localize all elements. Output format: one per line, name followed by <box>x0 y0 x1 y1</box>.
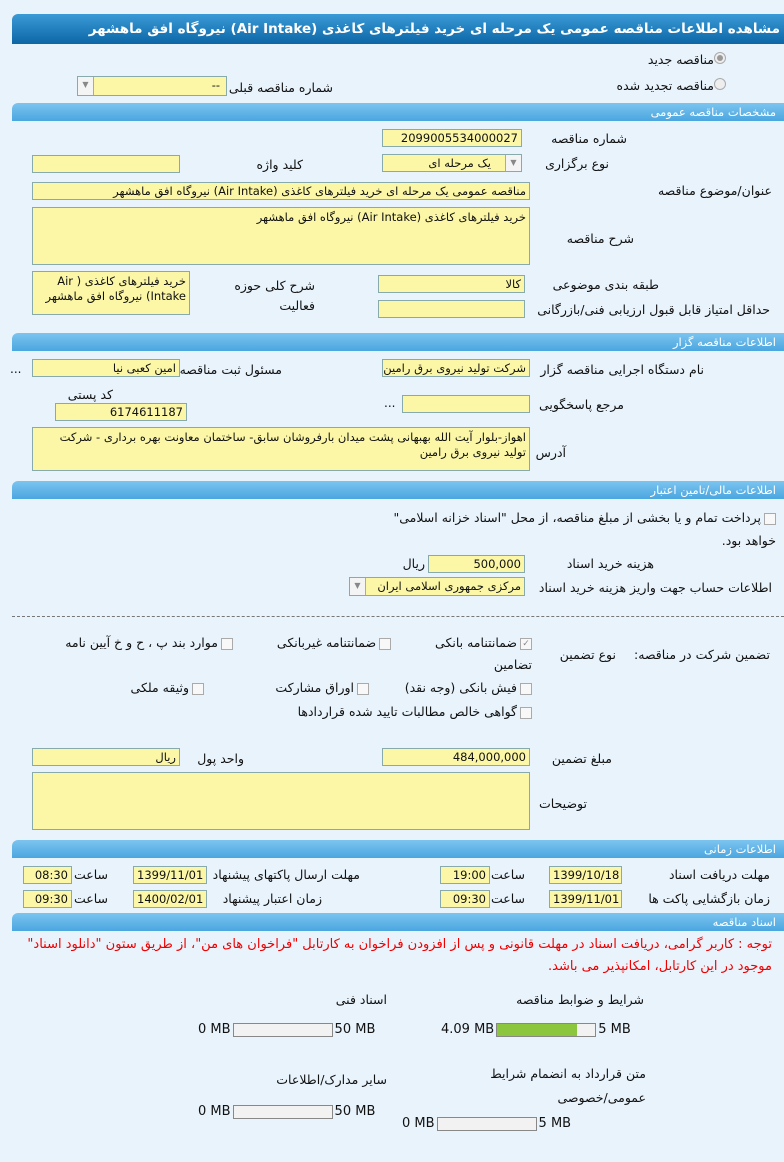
label: مرجع پاسخگویی <box>538 397 624 412</box>
min-score-field[interactable] <box>378 300 525 318</box>
doc-label: شرایط و ضوابط مناقصه <box>516 992 644 1007</box>
label: عنوان/موضوع مناقصه <box>657 183 772 198</box>
label: اطلاعات حساب جهت واریز هزینه خرید اسناد <box>538 580 772 595</box>
notes-field[interactable] <box>32 772 530 830</box>
category-field[interactable]: کالا <box>378 275 525 293</box>
checkbox-icon[interactable] <box>379 638 391 650</box>
valid-time[interactable]: 09:30 <box>23 890 72 908</box>
guarantee-options-row <box>32 632 532 676</box>
label: ساعت <box>490 891 525 906</box>
label: مهلت دریافت اسناد <box>668 867 770 882</box>
doc-receive-time[interactable]: 19:00 <box>440 866 490 884</box>
prev-tender-select[interactable]: -- ▼ <box>77 76 227 96</box>
tender-number-field[interactable]: 2099005534000027 <box>382 129 522 147</box>
option-clauses[interactable]: موارد بند پ ، ح و خ آیین نامه تضامین <box>65 635 532 672</box>
radio-new-tender[interactable]: مناقصه جدید <box>648 52 726 67</box>
chevron-down-icon: ▼ <box>78 77 94 95</box>
radio-icon[interactable] <box>714 52 726 64</box>
label: مبلغ تضمین <box>551 751 612 766</box>
divider <box>12 616 784 617</box>
label: زمان اعتبار پیشنهاد <box>222 891 322 906</box>
label: تضمین شرکت در مناقصه: <box>634 647 770 662</box>
doc-receive-date[interactable]: 1399/10/18 <box>549 866 622 884</box>
section-docs: اسناد مناقصه <box>12 913 784 931</box>
label: واحد پول <box>197 751 244 766</box>
label: ساعت <box>73 867 108 882</box>
radio-icon[interactable] <box>714 78 726 90</box>
label: شماره مناقصه <box>551 131 627 146</box>
label: ریال <box>402 556 425 571</box>
address-field[interactable]: اهواز-بلوار آیت الله بهبهانی پشت میدان بارفروشان سابق- ساختمان معاونت بهره برداری - شرکت تولید نیروی برق رامین <box>32 427 530 471</box>
currency-field[interactable]: ریال <box>32 748 180 766</box>
label: شرح مناقصه <box>566 231 634 246</box>
radio-renewed-tender[interactable]: مناقصه تجدید شده <box>617 78 726 93</box>
label: نوع برگزاری <box>545 156 609 171</box>
keyword-field[interactable] <box>32 155 180 173</box>
checkbox-icon[interactable] <box>764 513 776 525</box>
option-bank-guarantee[interactable]: ✓ضمانتنامه بانکی <box>435 635 532 650</box>
checkbox-icon[interactable]: ✓ <box>520 638 532 650</box>
label: مهلت ارسال پاکتهای پیشنهاد <box>212 867 360 882</box>
label: توضیحات <box>539 796 587 811</box>
responsible-field[interactable]: امین کعبی نیا <box>32 359 180 377</box>
chevron-down-icon: ▼ <box>350 578 366 595</box>
label: مسئول ثبت مناقصه <box>179 362 282 377</box>
submit-date[interactable]: 1399/11/01 <box>133 866 207 884</box>
valid-date[interactable]: 1400/02/01 <box>133 890 207 908</box>
notice-text: توجه : کاربر گرامی، دریافت اسناد در مهلت قانونی و پس از افزودن فراخوان به کارتابل "فراخوان های من"، از طریق ستون "دانلود اسناد" موجود در این کارتابل، امکانپذیر می باشد. <box>27 937 772 974</box>
checkbox-icon[interactable] <box>221 638 233 650</box>
label: ساعت <box>490 867 525 882</box>
reference-field[interactable] <box>402 395 530 413</box>
fee-field[interactable]: 500,000 <box>428 555 525 573</box>
treasury-checkbox[interactable]: پرداخت تمام و یا بخشی از مبلغ مناقصه، از محل "اسناد خزانه اسلامی" خواهد بود. <box>393 510 776 548</box>
label: نام دستگاه اجرایی مناقصه گزار <box>540 362 704 377</box>
label: کد پستی <box>67 387 113 402</box>
section-general: مشخصات مناقصه عمومی <box>12 103 784 121</box>
organization-field[interactable]: شرکت تولید نیروی برق رامین <box>382 359 530 377</box>
doc-size-other: 0 MB 50 MB <box>198 1104 376 1119</box>
doc-label: سایر مدارک/اطلاعات <box>276 1072 387 1087</box>
label: آدرس <box>535 445 566 460</box>
checkbox-icon[interactable] <box>520 707 532 719</box>
doc-size-technical: 0 MB 50 MB <box>198 1022 376 1037</box>
label: شرح کلی حوزه فعالیت <box>234 278 315 313</box>
section-time: اطلاعات زمانی <box>12 840 784 858</box>
doc-size-contract: 0 MB 5 MB <box>402 1116 572 1131</box>
label: ساعت <box>73 891 108 906</box>
option-cash[interactable]: فیش بانکی (وجه نقد) <box>405 680 532 695</box>
more-button[interactable]: ... <box>10 362 22 376</box>
label: هزینه خرید اسناد <box>566 556 654 571</box>
postal-code-field[interactable]: 6174611187 <box>55 403 187 421</box>
doc-label: متن قرارداد به انضمام شرایط عمومی/خصوصی <box>490 1066 646 1105</box>
more-button[interactable]: ... <box>384 396 396 410</box>
label: طبقه بندی موضوعی <box>552 277 659 292</box>
prev-tender-label: شماره مناقصه قبلی <box>228 80 333 95</box>
option-receivables[interactable]: گواهی خالص مطالبات تایید شده قراردادها <box>298 704 532 719</box>
label: کلید واژه <box>256 157 303 172</box>
checkbox-icon[interactable] <box>357 683 369 695</box>
doc-size-conditions: 4.09 MB 5 MB <box>441 1022 631 1037</box>
tender-type-select[interactable]: یک مرحله ای ▼ <box>382 154 522 172</box>
open-date[interactable]: 1399/11/01 <box>549 890 622 908</box>
option-bonds[interactable]: اوراق مشارکت <box>275 680 369 695</box>
label: حداقل امتیاز قابل قبول ارزیابی فنی/بازرگانی <box>537 302 770 317</box>
description-field[interactable]: خرید فیلترهای کاغذی (Air Intake) نیروگاه افق ماهشهر <box>32 207 530 265</box>
activity-scope-field[interactable]: خرید فیلترهای کاغذی ( Air Intake) نیروگاه افق ماهشهر <box>32 271 190 315</box>
account-select[interactable]: مرکزی جمهوری اسلامی ایران ▼ <box>349 577 525 596</box>
label: زمان بازگشایی پاکت ها <box>648 891 770 906</box>
chevron-down-icon: ▼ <box>505 155 521 171</box>
progress-fill <box>497 1024 577 1036</box>
label: نوع تضمین <box>559 647 616 662</box>
option-property[interactable]: وثیقه ملکی <box>131 680 204 695</box>
doc-label: اسناد فنی <box>335 992 387 1007</box>
guarantee-amount-field[interactable]: 484,000,000 <box>382 748 530 766</box>
submit-time[interactable]: 08:30 <box>23 866 72 884</box>
checkbox-icon[interactable] <box>520 683 532 695</box>
option-nonbank-guarantee[interactable]: ضمانتنامه غیربانکی <box>277 635 391 650</box>
page-title: مشاهده اطلاعات مناقصه عمومی یک مرحله ای خرید فیلترهای کاغذی (Air Intake) نیروگاه افق ماهشهر <box>12 14 784 44</box>
checkbox-icon[interactable] <box>192 683 204 695</box>
open-time[interactable]: 09:30 <box>440 890 490 908</box>
subject-field[interactable]: مناقصه عمومی یک مرحله ای خرید فیلترهای کاغذی (Air Intake) نیروگاه افق ماهشهر <box>32 182 530 200</box>
section-organizer: اطلاعات مناقصه گزار <box>12 333 784 351</box>
section-finance: اطلاعات مالی/تامین اعتبار <box>12 481 784 499</box>
